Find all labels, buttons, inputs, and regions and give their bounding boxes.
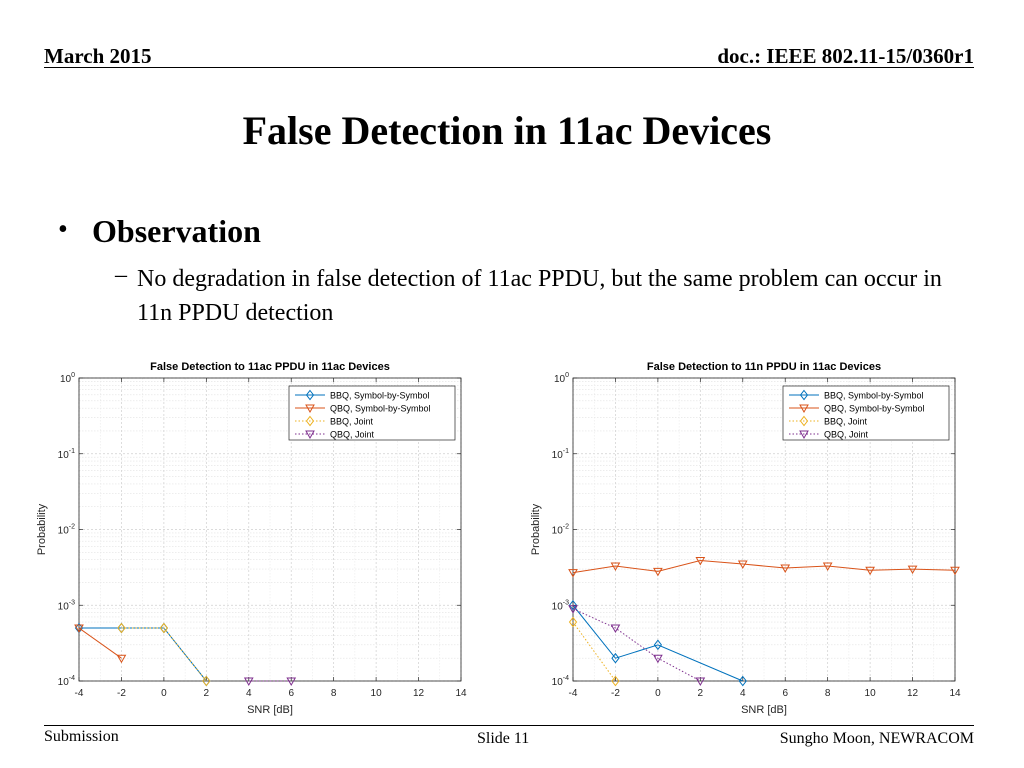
x-tick-label: -4	[74, 688, 84, 699]
y-tick-label: $10^{-1}$	[551, 447, 569, 461]
footer-divider	[44, 725, 974, 726]
x-tick-label: 10	[370, 688, 382, 699]
x-tick-label: 12	[906, 688, 919, 699]
y-tick-label: $10^{-1}$	[57, 447, 75, 461]
x-tick-label: 0	[161, 688, 167, 699]
legend-label: BBQ, Joint	[330, 416, 374, 427]
legend-label: QBQ, Joint	[824, 429, 869, 440]
x-tick-label: 4	[245, 688, 252, 699]
x-tick-label: 8	[330, 688, 337, 699]
x-tick-label: 8	[824, 688, 831, 699]
footer-submission: Submission	[44, 728, 119, 745]
x-tick-label: 6	[288, 688, 295, 699]
legend	[783, 386, 949, 440]
x-tick-label: 14	[949, 688, 961, 699]
y-tick-label: $10^{-3}$	[57, 599, 75, 613]
bullet-heading: Observation	[92, 213, 261, 249]
y-axis-label: Probability	[530, 503, 542, 556]
y-tick-label: $10^0$	[553, 372, 569, 385]
x-tick-label: -2	[610, 688, 620, 699]
sub-bullet-text: No degradation in false detection of 11ac PPDU, but the same problem can occur in 11n PPDU detection	[137, 266, 942, 326]
x-tick-label: 12	[412, 688, 425, 699]
y-tick-label: $10^{-2}$	[57, 523, 75, 537]
legend-label: QBQ, Symbol-by-Symbol	[824, 403, 925, 414]
footer-slide-number: Slide 11	[477, 730, 530, 747]
y-tick-label: $10^{-2}$	[551, 523, 569, 537]
chart-title: False Detection to 11n PPDU in 11ac Devices	[646, 361, 882, 373]
x-axis-label: SNR [dB]	[741, 704, 787, 716]
x-tick-label: 14	[455, 688, 467, 699]
x-tick-label: -4	[568, 688, 578, 699]
slide-title: False Detection in 11ac Devices	[242, 108, 772, 153]
y-tick-label: $10^{-4}$	[57, 675, 75, 688]
x-tick-label: 4	[739, 688, 746, 699]
legend-label: BBQ, Symbol-by-Symbol	[330, 390, 430, 401]
legend-label: QBQ, Symbol-by-Symbol	[330, 403, 431, 414]
legend-label: BBQ, Joint	[824, 416, 868, 427]
footer-author: Sungho Moon, NEWRACOM	[779, 730, 974, 747]
sub-bullet-dash-icon: –	[115, 262, 127, 288]
chart-title: False Detection to 11ac PPDU in 11ac Devices	[150, 361, 390, 373]
bullet-dot-icon: •	[58, 214, 68, 245]
header-divider	[44, 67, 974, 68]
x-tick-label: -2	[116, 688, 126, 699]
header-doc-id: doc.: IEEE 802.11-15/0360r1	[717, 44, 974, 68]
x-axis-label: SNR [dB]	[247, 704, 293, 716]
chart-11ac-ppdu	[30, 352, 490, 722]
legend-label: QBQ, Joint	[330, 429, 375, 440]
x-tick-label: 6	[782, 688, 789, 699]
legend	[289, 386, 455, 440]
legend-label: BBQ, Symbol-by-Symbol	[824, 390, 924, 401]
x-tick-label: 2	[697, 688, 704, 699]
x-tick-label: 0	[655, 688, 661, 699]
x-tick-label: 2	[203, 688, 210, 699]
chart-11n-ppdu	[524, 352, 984, 722]
y-tick-label: $10^{-4}$	[551, 675, 569, 688]
y-axis-label: Probability	[36, 503, 48, 556]
y-tick-label: $10^{-3}$	[551, 599, 569, 613]
x-tick-label: 10	[864, 688, 876, 699]
y-tick-label: $10^0$	[59, 372, 75, 385]
header-date: March 2015	[44, 44, 152, 68]
